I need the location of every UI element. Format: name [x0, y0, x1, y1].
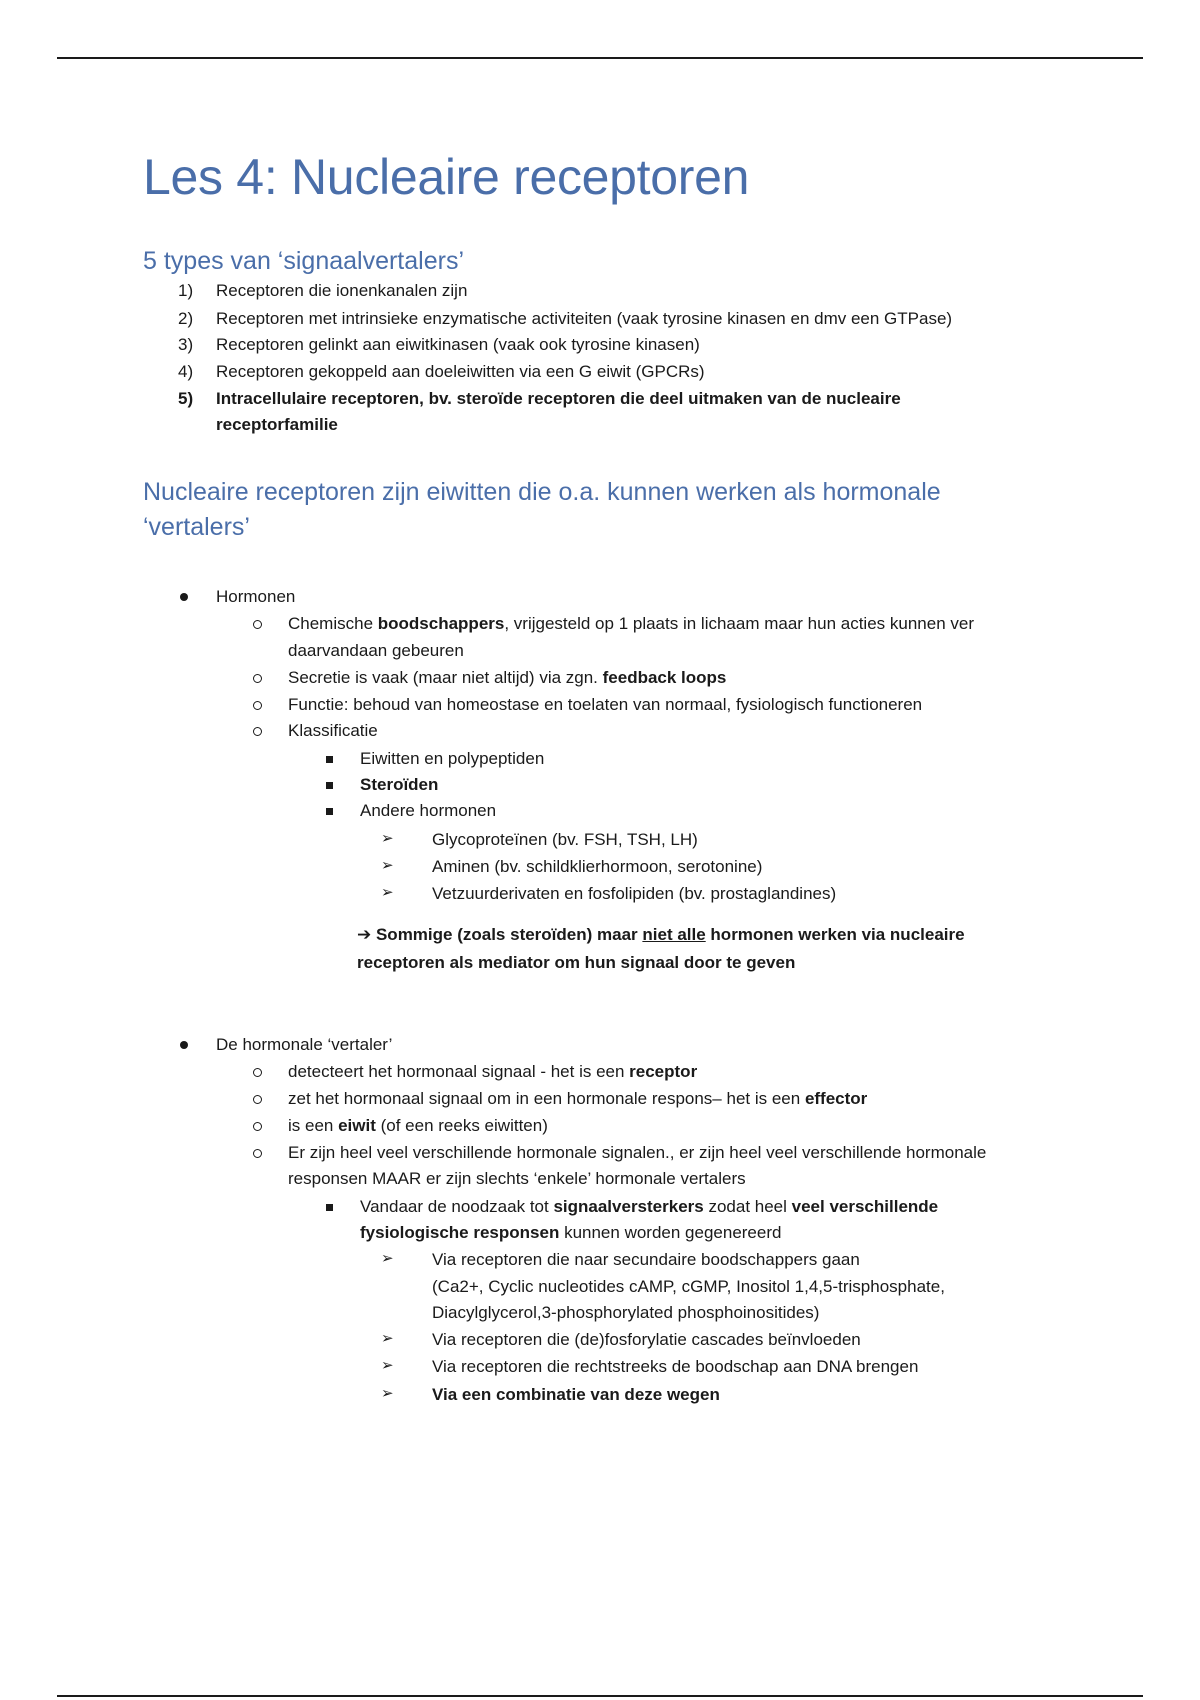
hormonen-label: Hormonen — [216, 587, 296, 606]
list-number: 4) — [178, 362, 194, 381]
signaalversterkers-continuation: fysiologische responsen kunnen worden gegenereerd — [360, 1223, 782, 1242]
bullet-circle-icon — [253, 620, 262, 629]
list-number: 1) — [178, 281, 194, 300]
bullet-square-icon — [326, 1204, 333, 1211]
vertaler-point-2: zet het hormonaal signaal om in een hormonale respons– het is een effector — [288, 1089, 868, 1108]
hormonen-point-1-continuation: daarvandaan gebeuren — [288, 641, 464, 660]
bullet-circle-icon — [253, 701, 262, 710]
receptor-route-item: Via receptoren die (de)fosforylatie cascades beïnvloeden — [432, 1330, 861, 1349]
bullet-circle-icon — [253, 1149, 262, 1158]
andere-hormonen-item: Vetzuurderivaten en fosfolipiden (bv. prostaglandines) — [432, 884, 837, 903]
arrow-bullet-icon: ➢ — [381, 884, 394, 901]
bottom-rule — [57, 1695, 1143, 1697]
bullet-circle-icon — [253, 727, 262, 736]
klassificatie-item: Eiwitten en polypeptiden — [360, 749, 545, 768]
receptor-route-continuation: Diacylglycerol,3-phosphorylated phosphoinositides) — [432, 1303, 820, 1322]
list-item: Receptoren gekoppeld aan doeleiwitten via een G eiwit (GPCRs) — [216, 362, 705, 381]
list-number: 3) — [178, 335, 194, 354]
klassificatie-item: Steroïden — [360, 775, 439, 794]
bullet-circle-icon — [253, 674, 262, 683]
list-number: 5) — [178, 389, 194, 408]
bullet-disc-icon — [180, 593, 188, 601]
hormonen-point-2: Secretie is vaak (maar niet altijd) via zgn. feedback loops — [288, 668, 727, 687]
receptor-route-item: Via receptoren die naar secundaire boodschappers gaan — [432, 1250, 860, 1269]
hormonen-point-4: Klassificatie — [288, 721, 378, 740]
arrow-bullet-icon: ➢ — [381, 1357, 394, 1374]
klassificatie-item: Andere hormonen — [360, 801, 497, 820]
section-heading-nucleaire — [143, 475, 941, 545]
list-item: Intracellulaire receptoren, bv. steroïde receptoren die deel uitmaken van de nucleaire — [216, 389, 901, 408]
arrow-bullet-icon: ➢ — [381, 857, 394, 874]
bullet-circle-icon — [253, 1068, 262, 1077]
bullet-square-icon — [326, 756, 333, 763]
list-item: Receptoren die ionenkanalen zijn — [216, 281, 468, 300]
bullet-square-icon — [326, 808, 333, 815]
andere-hormonen-item: Aminen (bv. schildklierhormoon, serotonine) — [432, 857, 763, 876]
andere-hormonen-item: Glycoproteïnen (bv. FSH, TSH, LH) — [432, 830, 698, 849]
list-item-continuation: receptorfamilie — [216, 415, 338, 434]
hormonen-point-1: Chemische boodschappers, vrijgesteld op 1 plaats in lichaam maar hun acties kunnen ver — [288, 614, 975, 633]
receptor-route-item: Via een combinatie van deze wegen — [432, 1385, 720, 1404]
list-number: 2) — [178, 309, 194, 328]
arrow-bullet-icon: ➢ — [381, 830, 394, 847]
arrow-bullet-icon: ➢ — [381, 1385, 394, 1402]
bullet-disc-icon — [180, 1041, 188, 1049]
vertaler-label: De hormonale ‘vertaler’ — [216, 1035, 393, 1054]
section-heading-signaalvertalers: 5 types van ‘signaalvertalers’ — [143, 247, 464, 275]
bullet-circle-icon — [253, 1122, 262, 1131]
heading-line: ‘vertalers’ — [143, 513, 250, 541]
hormonen-note: ➔ Sommige (zoals steroïden) maar niet alle hormonen werken via nucleaire — [357, 925, 965, 944]
list-item: Receptoren met intrinsieke enzymatische activiteiten (vaak tyrosine kinasen en dmv een GTPase) — [216, 309, 953, 328]
bullet-circle-icon — [253, 1095, 262, 1104]
page-title: Les 4: Nucleaire receptoren — [143, 149, 750, 205]
vertaler-point-1: detecteert het hormonaal signaal - het is een receptor — [288, 1062, 698, 1081]
bullet-square-icon — [326, 782, 333, 789]
hormonen-point-3: Functie: behoud van homeostase en toelaten van normaal, fysiologisch functioneren — [288, 695, 923, 714]
hormonen-note-continuation: receptoren als mediator om hun signaal door te geven — [357, 953, 796, 972]
vertaler-point-4: Er zijn heel veel verschillende hormonale signalen., er zijn heel veel verschillende hormonale — [288, 1143, 987, 1162]
vertaler-point-4-continuation: responsen MAAR er zijn slechts ‘enkele’ hormonale vertalers — [288, 1169, 746, 1188]
arrow-bullet-icon: ➢ — [381, 1250, 394, 1267]
heading-line: Nucleaire receptoren zijn eiwitten die o.a. kunnen werken als hormonale — [143, 478, 941, 506]
receptor-route-continuation: (Ca2+, Cyclic nucleotides cAMP, cGMP, Inositol 1,4,5-trisphosphate, — [432, 1277, 945, 1296]
receptor-route-item: Via receptoren die rechtstreeks de boodschap aan DNA brengen — [432, 1357, 919, 1376]
signaalversterkers-point: Vandaar de noodzaak tot signaalversterkers zodat heel veel verschillende — [360, 1197, 939, 1216]
list-item: Receptoren gelinkt aan eiwitkinasen (vaak ook tyrosine kinasen) — [216, 335, 700, 354]
vertaler-point-3: is een eiwit (of een reeks eiwitten) — [288, 1116, 548, 1135]
arrow-bullet-icon: ➢ — [381, 1330, 394, 1347]
right-arrow-icon: ➔ — [357, 925, 372, 944]
top-rule — [57, 57, 1143, 59]
